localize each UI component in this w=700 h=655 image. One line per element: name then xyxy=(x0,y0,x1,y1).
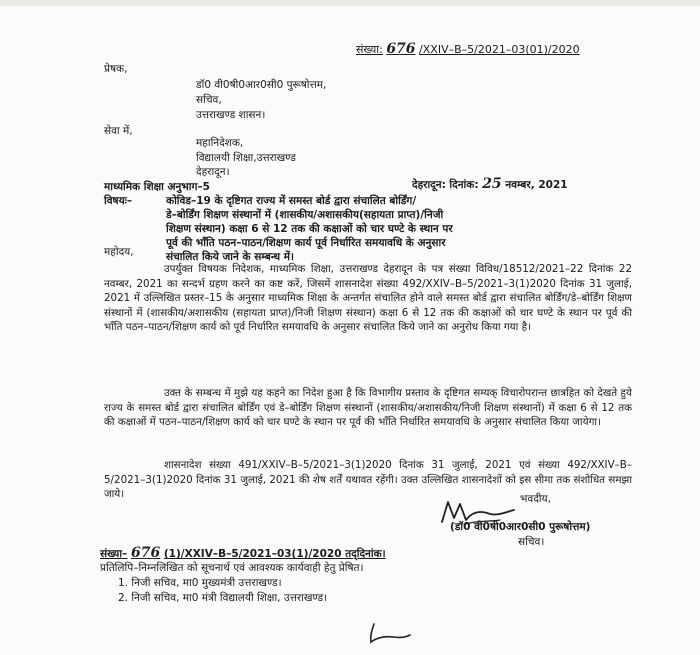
sender-designation: सचिव, xyxy=(196,94,222,106)
subject-line: शिक्षण संस्थान) कक्षा 6 से 12 तक की कक्षाओं को चार घण्टे के स्थान पर xyxy=(166,223,453,235)
date-day-handwritten: 25 xyxy=(482,176,502,192)
copy-intro: प्रतिलिपि–निम्नलिखित को सूचनार्थ एवं आवश्यक कार्यवाही हेतु प्रेषित। xyxy=(100,562,364,574)
reference-number-handwritten: 676 xyxy=(386,41,416,57)
copy-list-item: 2. निजी सचिव, मा0 मंत्री विद्यालयी शिक्षा, उत्तराखण्ड। xyxy=(118,592,328,604)
closing: भवदीय, xyxy=(520,493,551,505)
signature-name: (डॉ0 वी0षी0आर0सी0 पुरूषोत्तम) xyxy=(450,521,591,533)
subject-line: संचालित किये जाने के सम्बन्ध में। xyxy=(166,251,294,263)
body-paragraph-2: उक्त के सम्बन्ध में मुझे यह कहने का निदेश हुआ है कि विभागीय प्रस्ताव के दृष्टिगत सम्यक् विचारोपरान्त छात्रहित को देखते हुये राज्य के समस्त बोर्ड द्वारा संचालित बोर्डिंग एवं डे–बोर्डिंग शिक्षण संस्थानों (शासकीय/अशासकीय/निजी शिक्षण संस्थानों) में कक्षा 6 से 12 तक की कक्षाओं में पठन–पाठन/शिक्षण कार्य को चार घण्टे के स्थान पर पूर्व की भाँति निर्धारित समयावधि के अनुसार संचालित किया जायेगा। xyxy=(104,387,632,429)
subject-line: कोविड–19 के दृष्टिगत राज्य में समस्त बोर्ड द्वारा संचालित बोर्डिंग/ xyxy=(166,195,417,207)
letter-date xyxy=(412,177,568,192)
copy-reference-prefix: संख्या– xyxy=(100,548,128,560)
copy-reference-handwritten: 676 xyxy=(130,545,161,561)
body-paragraph-1: उपर्युक्त विषयक निदेशक, माध्यमिक शिक्षा, उत्तराखण्ड देहरादून के पत्र संख्या विविध/18512/2021–22 दिनांक 22 नवम्बर, 2021 का सन्दर्भ ग्रहण करने का कष्ट करें, जिसमें शासनादेश संख्या 492/XXIV–B–5/2021–3(1)2020 दिनांक 31 जुलाई, 2021 में उल्लिखित प्रस्तर–15 के अनुसार माध्यमिक शिक्षा के अन्तर्गत संचालित होने वाले समस्त बोर्ड द्वारा संचालित बोर्डिंग/डे–बोर्डिंग शिक्षण संस्थानों में (शासकीय/अशासकीय (सहायता प्राप्त)/निजी शिक्षण संस्थान) कक्षा 6 से 12 तक की कक्षाओं को चार घण्टे के स्थान पर पूर्व की भाँति पठन–पाठन/शिक्षण कार्य को पूर्व निर्धारित समयावधि के अनुसार संचालित किये जाने का अनुरोध किया गया है। xyxy=(104,263,632,334)
reference-prefix: संख्या: xyxy=(356,43,383,56)
from-label: प्रेषक, xyxy=(104,63,128,75)
copy-reference xyxy=(100,546,386,561)
recipient-title: महानिदेशक, xyxy=(196,137,244,149)
recipient-place: देहरादून। xyxy=(196,166,230,178)
salutation: महोदय, xyxy=(104,246,134,258)
copy-reference-suffix: (1)/XXIV–B–5/2021–03(1)/2020 तद्‌दिनांक। xyxy=(163,548,386,560)
initial-mark xyxy=(364,622,414,646)
copy-list-item: 1. निजी सचिव, मा0 मुख्यमंत्री उत्तराखण्ड। xyxy=(118,577,282,589)
sender-organization: उत्तराखण्ड शासन। xyxy=(196,109,266,121)
to-label: सेवा में, xyxy=(104,125,133,137)
scan-top-edge xyxy=(0,0,700,6)
subject-line: पूर्व की भाँति पठन–पाठन/शिक्षण कार्य पूर्व निर्धारित समयावधि के अनुसार xyxy=(166,237,446,249)
reference-suffix: /XXIV–B–5/2021–03(01)/2020 xyxy=(419,43,580,56)
recipient-organization: विद्यालयी शिक्षा,उत्तराखण्ड xyxy=(196,152,296,164)
subject-label: विषयः– xyxy=(104,195,133,207)
date-month-year: नवम्बर, 2021 xyxy=(505,179,568,191)
signature-designation: सचिव। xyxy=(518,536,545,548)
body-paragraph-3: शासनादेश संख्या 491/XXIV–B–5/2021–3(1)2020 दिनांक 31 जुलाई, 2021 एवं संख्या 492/XXIV–B–5/2021–3(1)2020 दिनांक 31 जुलाई, 2021 की शेष शर्तें यथावत रहेंगी। उक्त उल्लिखित शासनादेशों को इस सीमा तक संशोधित समझा जाये। xyxy=(104,459,632,501)
subject-line: डे–बोर्डिंग शिक्षण संस्थानों में (शासकीय/अशासकीय(सहायता प्राप्त)/निजी xyxy=(166,209,444,221)
date-place: देहरादून: दिनांक: xyxy=(412,179,479,191)
sender-name: डॉ0 वी0षी0आर0सी0 पुरूषोत्तम, xyxy=(196,79,327,91)
reference-number xyxy=(356,42,580,57)
section-name: माध्यमिक शिक्षा अनुभाग–5 xyxy=(104,181,210,193)
